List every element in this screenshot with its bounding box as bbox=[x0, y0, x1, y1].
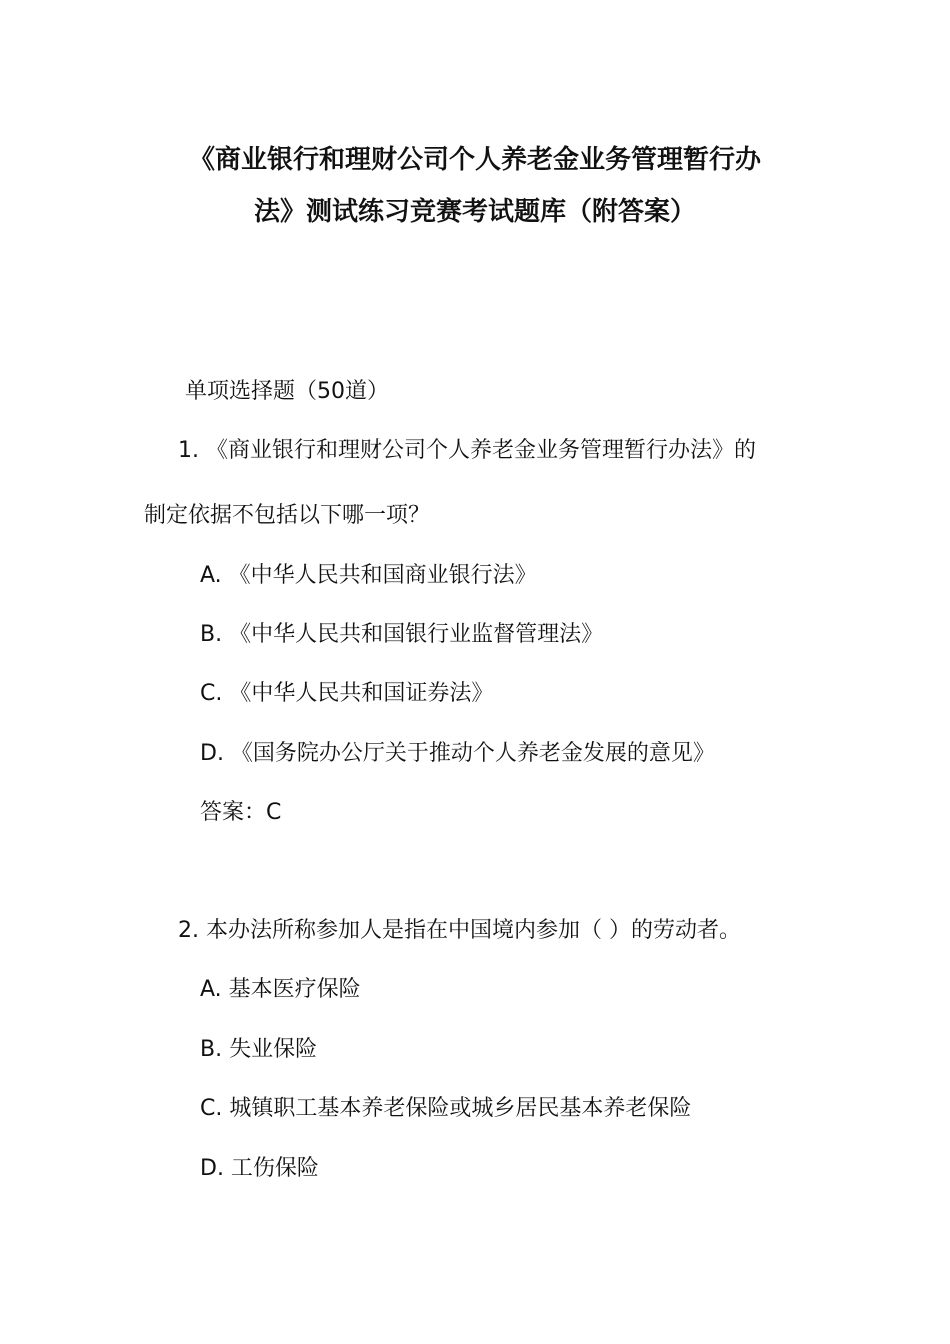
question-2-stem: 2. 本办法所称参加人是指在中国境内参加（ ）的劳动者。 bbox=[178, 918, 741, 943]
question-2-option-a: A. 基本医疗保险 bbox=[200, 977, 361, 1002]
question-1-option-b: B. 《中华人民共和国银行业监督管理法》 bbox=[200, 622, 604, 647]
document-title-line-2: 法》测试练习竞赛考试题库（附答案） bbox=[253, 197, 696, 227]
question-2-option-b: B. 失业保险 bbox=[200, 1037, 318, 1062]
section-heading: 单项选择题（50道） bbox=[185, 379, 389, 404]
question-1-option-c: C. 《中华人民共和国证券法》 bbox=[200, 681, 494, 706]
question-1-stem-line-1: 1. 《商业银行和理财公司个人养老金业务管理暂行办法》的 bbox=[178, 438, 756, 463]
question-1-option-d: D. 《国务院办公厅关于推动个人养老金发展的意见》 bbox=[200, 741, 715, 766]
question-1-answer: 答案：C bbox=[200, 800, 282, 825]
question-2-option-d: D. 工伤保险 bbox=[200, 1156, 319, 1181]
question-1-stem-line-2: 制定依据不包括以下哪一项？ bbox=[144, 503, 431, 528]
question-2-option-c: C. 城镇职工基本养老保险或城乡居民基本养老保险 bbox=[200, 1096, 692, 1121]
document-title-line-1: 《商业银行和理财公司个人养老金业务管理暂行办 bbox=[188, 145, 761, 175]
question-1-option-a: A. 《中华人民共和国商业银行法》 bbox=[200, 563, 537, 588]
